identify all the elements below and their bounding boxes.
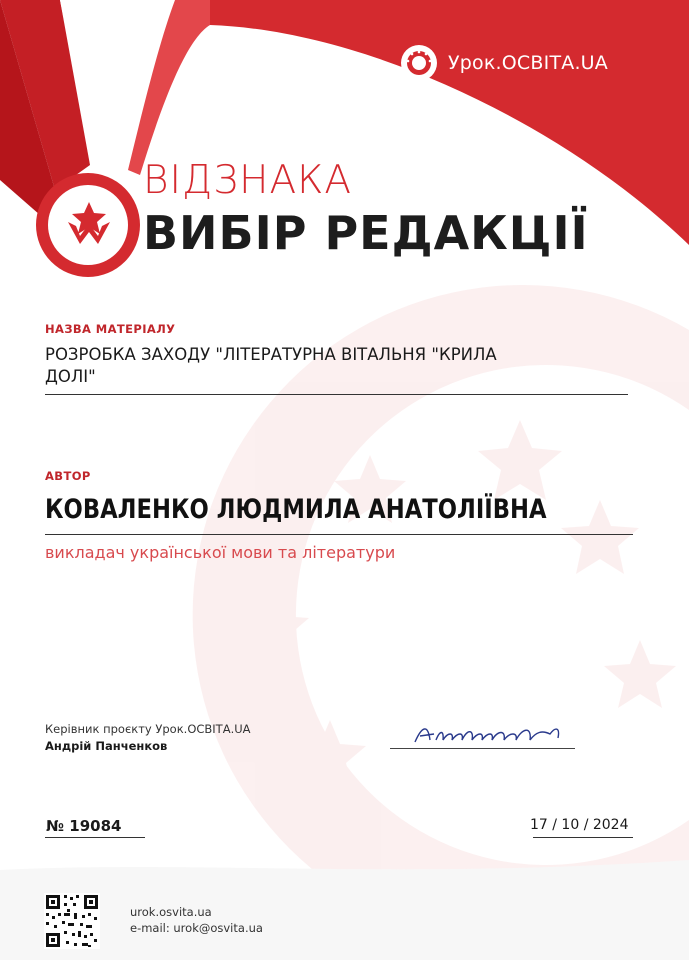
signature-line [390, 748, 575, 749]
material-label: НАЗВА МАТЕРІАЛУ [45, 322, 176, 336]
footer-contacts [130, 904, 263, 936]
material-title-line-2: ДОЛІ" [45, 367, 96, 386]
certificate-number: № 19084 [46, 817, 122, 835]
footer-site-link[interactable]: urok.osvita.ua [130, 905, 212, 919]
brand-logo [400, 44, 608, 82]
material-title [45, 344, 605, 388]
number-underline [45, 837, 145, 838]
urok-logo-icon [400, 44, 438, 82]
material-underline [45, 394, 628, 395]
author-underline [45, 534, 633, 535]
author-name: КОВАЛЕНКО ЛЮДМИЛА АНАТОЛІЇВНА [45, 494, 547, 525]
star-emblem-icon [62, 198, 116, 252]
manager-name: Андрій Панченков [45, 739, 168, 753]
qr-code-icon[interactable] [44, 893, 100, 949]
material-title-line-1: РОЗРОБКА ЗАХОДУ "ЛІТЕРАТУРНА ВІТАЛЬНЯ "КРИЛА [45, 345, 497, 364]
footer-email-link[interactable]: e-mail: urok@osvita.ua [130, 921, 263, 935]
brand-name: Урок.ОСВІТА.UA [448, 52, 608, 74]
author-label: АВТОР [45, 469, 91, 483]
award-title: ВИБІР РЕДАКЦІЇ [143, 206, 589, 260]
author-position: викладач української мови та літератури [45, 543, 396, 562]
certificate-date: 17 / 10 / 2024 [530, 817, 629, 833]
award-label: ВІДЗНАКА [143, 158, 353, 203]
manager-role: Керівник проєкту Урок.ОСВІТА.UA [45, 722, 251, 736]
footer-band [0, 876, 689, 960]
date-underline [533, 837, 633, 838]
signature-image [410, 718, 570, 752]
